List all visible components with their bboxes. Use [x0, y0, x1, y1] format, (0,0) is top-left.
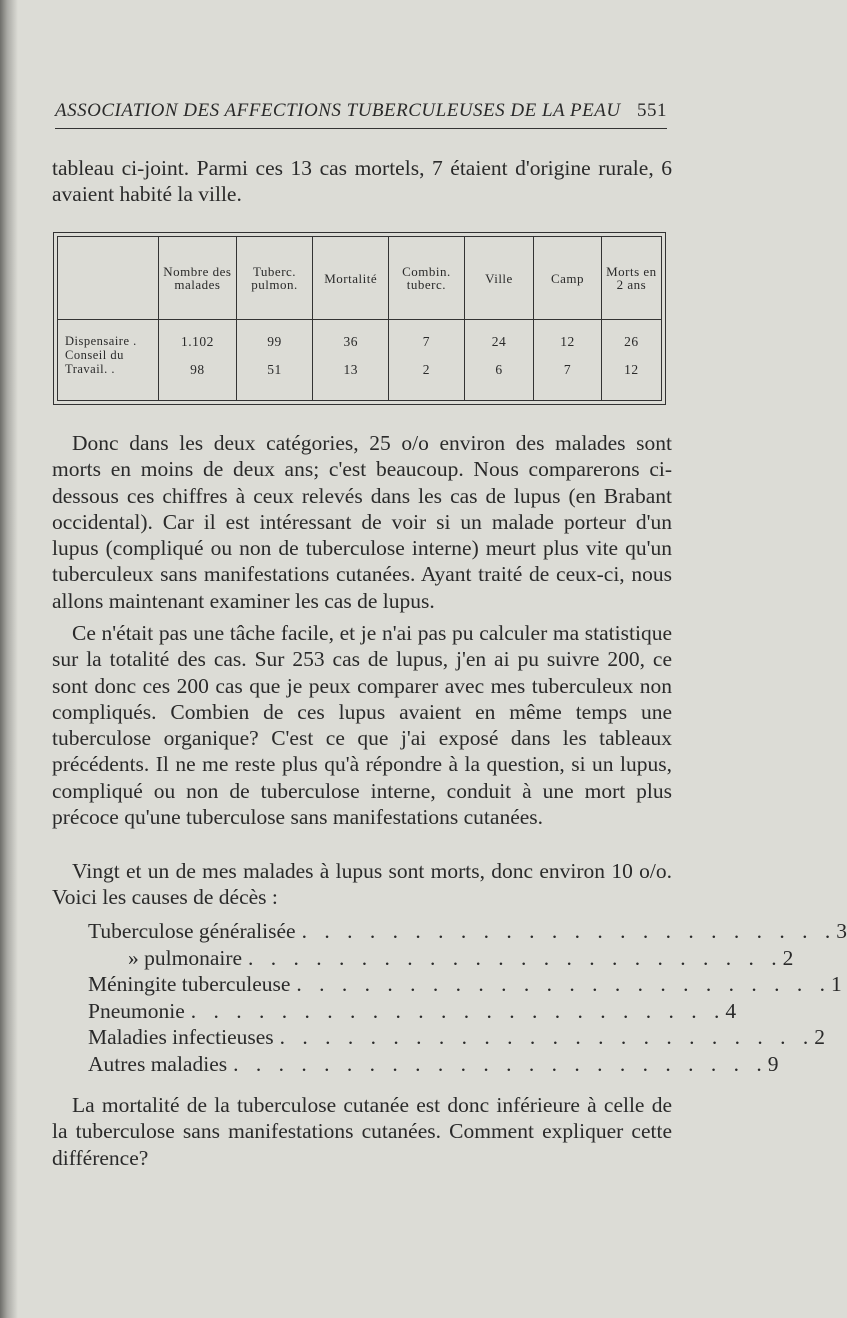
cell-tuberc-0: 99 — [267, 334, 282, 349]
leader-dots: . . . . . . . . . . . . . . . . . . . . . . . . — [248, 945, 783, 970]
header-nombre: Nombre des malades — [159, 237, 237, 320]
cell-morts-0: 26 — [624, 334, 639, 349]
cell-morts-1: 12 — [624, 362, 639, 377]
cause-label: Méningite tuberculeuse — [88, 972, 291, 996]
cell-ville-0: 24 — [491, 334, 507, 349]
cause-label: Maladies infectieuses — [88, 1025, 274, 1049]
header-combin: Combin. tuberc. — [389, 237, 465, 320]
list-item — [88, 945, 794, 972]
cell-nombre-1: 98 — [190, 362, 205, 377]
cell-mortalite-1: 13 — [343, 362, 358, 377]
paragraph-1: tableau ci-joint. Parmi ces 13 cas mortels, 7 étaient d'origine rurale, 6 avaient habité la ville. — [52, 156, 672, 207]
cell-camp-1: 7 — [563, 362, 572, 377]
cell-camp-0: 12 — [560, 334, 575, 349]
table-body-row — [58, 320, 661, 401]
cause-label: Tuberculose généralisée — [88, 919, 296, 943]
leader-dots: . . . . . . . . . . . . . . . . . . . . . . . . — [279, 1025, 815, 1049]
header-tuberc: Tuberc. pulmon. — [236, 237, 313, 320]
header-mortalite: Mortalité — [313, 237, 389, 320]
page-number: 551 — [637, 100, 667, 121]
cause-value: 9 — [767, 1051, 779, 1076]
leader-dots: . . . . . . . . . . . . . . . . . . . . . . . . — [190, 998, 726, 1023]
list-item — [88, 918, 847, 945]
leader-dots: . . . . . . . . . . . . . . . . . . . . . . . . — [296, 972, 832, 996]
paragraph-3: Ce n'était pas une tâche facile, et je n'ai pas pu calculer ma statistique sur la totalité des cas. Sur 253 cas de lupus, j'en ai pu suivre 200, ce sont donc ces 200 cas que je peux comparer avec mes tuberculeux non compliqués. Combien de ces lupus avaient en même temps une tuberculose organique? C'est ce que j'ai exposé dans les tableaux précédents. Il ne me reste plus qu'à répondre à la question, si un lupus, compliqué ou non de tuberculose interne, conduit à une mort plus précoce qu'une tuberculose sans manifestations cutanées. — [52, 621, 672, 830]
header-empty — [58, 237, 159, 320]
cause-value: 2 — [782, 945, 794, 970]
cause-value: 4 — [725, 998, 737, 1023]
cell-tuberc-1: 51 — [267, 362, 282, 377]
running-header — [55, 100, 667, 129]
cause-value: 1 — [831, 972, 842, 996]
leader-dots: . . . . . . . . . . . . . . . . . . . . . . . . — [233, 1051, 768, 1076]
header-morts: Morts en 2 ans — [601, 237, 661, 320]
page-edge-shadow — [0, 0, 18, 1318]
cause-value: 3 — [836, 919, 847, 943]
header-ville: Ville — [464, 237, 533, 320]
row-label-dispensaire: Dispensaire . — [65, 334, 137, 348]
cause-label: Pneumonie — [88, 998, 185, 1023]
cell-combin-0: 7 — [422, 334, 431, 349]
cause-label: Autres maladies — [88, 1051, 228, 1076]
list-item — [88, 998, 737, 1025]
row-label-conseil: Conseil du Travail. . — [65, 348, 124, 376]
list-item — [88, 1051, 779, 1078]
cause-value: 2 — [814, 1025, 826, 1049]
header-camp: Camp — [534, 237, 602, 320]
paragraph-4: Vingt et un de mes malades à lupus sont morts, donc environ 10 o/o. Voici les causes de décès : — [52, 859, 672, 910]
paragraph-5: La mortalité de la tuberculose cutanée est donc inférieure à celle de la tuberculose sans manifestations cutanées. Comment expliquer cette différence? — [52, 1093, 672, 1170]
causes-of-death-list — [88, 918, 847, 1077]
cell-mortalite-0: 36 — [343, 334, 358, 349]
running-title: ASSOCIATION DES AFFECTIONS TUBERCULEUSES DE LA PEAU — [55, 100, 621, 121]
cell-ville-1: 6 — [495, 362, 503, 377]
list-item — [88, 971, 842, 998]
list-item — [88, 1024, 826, 1051]
cause-label: » pulmonaire — [128, 945, 243, 970]
cell-combin-1: 2 — [422, 362, 431, 377]
statistics-table — [53, 232, 666, 405]
paragraph-2: Donc dans les deux catégories, 25 o/o environ des malades sont morts en moins de deux ans; c'est beaucoup. Nous comparerons ci-dessous ces chiffres à ceux relevés dans les cas de lupus (en Brabant occidental). Car il est intéressant de voir si un malade porteur d'un lupus (compliqué ou non de tuberculose interne) meurt plus vite qu'un tuberculeux sans manifestations cutanées. Ayant traité de ceux-ci, nous allons maintenant examiner les cas de lupus. — [52, 431, 672, 613]
cell-nombre-0: 1.102 — [180, 334, 214, 349]
leader-dots: . . . . . . . . . . . . . . . . . . . . . . . . — [301, 919, 837, 943]
